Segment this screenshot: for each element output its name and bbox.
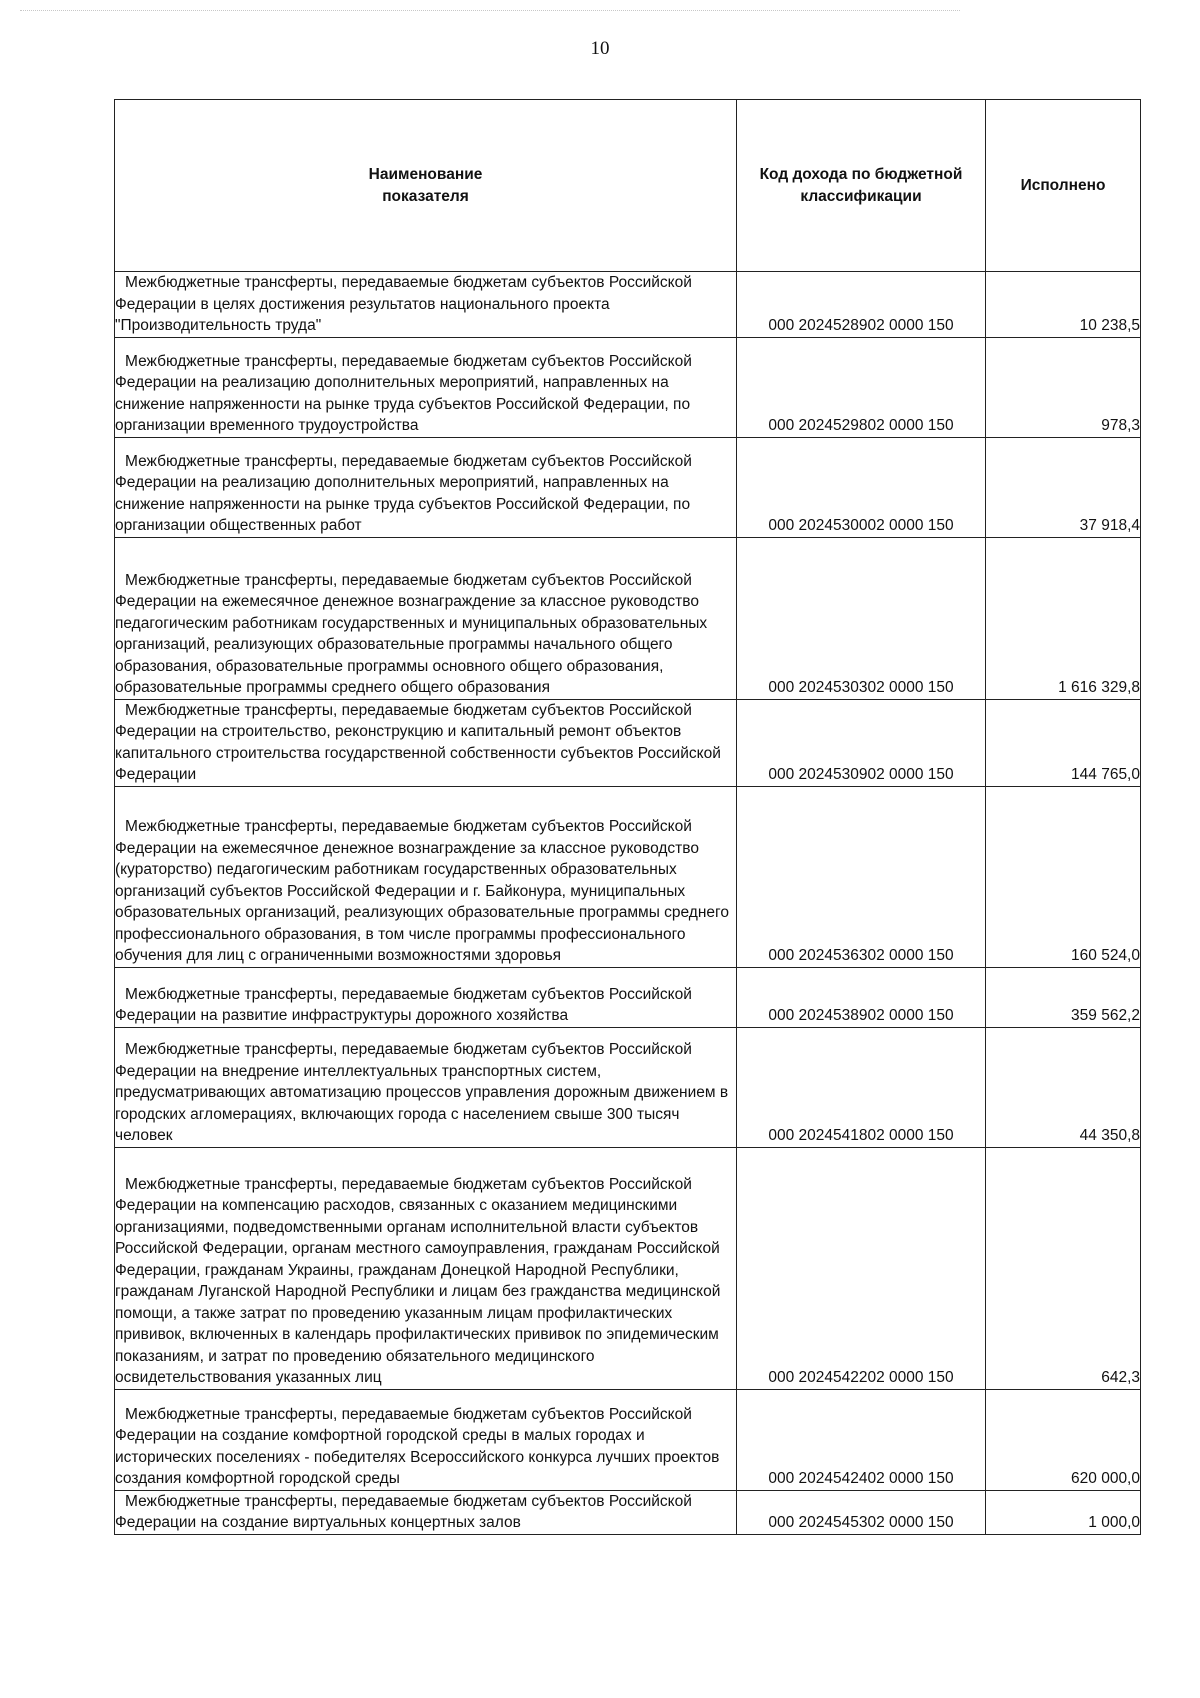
row-name-cell — [115, 337, 737, 437]
row-value: 37 918,4 — [986, 437, 1141, 537]
header-name: Наименование показателя — [115, 100, 737, 272]
row-name: Межбюджетные трансферты, передаваемые бюджетам субъектов Российской Федерации на развитие инфраструктуры дорожного хозяйства — [115, 985, 692, 1024]
table-row — [115, 1027, 1141, 1147]
table-body — [115, 272, 1141, 1535]
row-name: Межбюджетные трансферты, передаваемые бюджетам субъектов Российской Федерации на внедрение интеллектуальных транспортных систем, предусматривающих автоматизацию процессов управления дорожным движением в городских агломерациях, включающих города с населением свыше 300 тысяч человек — [115, 1041, 729, 1144]
row-name: Межбюджетные трансферты, передаваемые бюджетам субъектов Российской Федерации на создание виртуальных концертных залов — [115, 1492, 692, 1531]
table-row — [115, 1147, 1141, 1389]
header-executed: Исполнено — [986, 100, 1141, 272]
table-row — [115, 1389, 1141, 1490]
row-code: 000 2024529802 0000 150 — [737, 337, 986, 437]
row-value: 642,3 — [986, 1147, 1141, 1389]
row-value: 144 765,0 — [986, 699, 1141, 786]
row-name-cell — [115, 1389, 737, 1490]
row-value: 10 238,5 — [986, 272, 1141, 338]
row-value: 1 616 329,8 — [986, 537, 1141, 699]
budget-table — [114, 99, 1141, 1535]
row-code: 000 2024542202 0000 150 — [737, 1147, 986, 1389]
header-code: Код дохода по бюджетной классификации — [737, 100, 986, 272]
table-row — [115, 786, 1141, 967]
row-value: 1 000,0 — [986, 1490, 1141, 1534]
row-code: 000 2024530902 0000 150 — [737, 699, 986, 786]
row-name-cell — [115, 967, 737, 1027]
table-row — [115, 337, 1141, 437]
row-code: 000 2024528902 0000 150 — [737, 272, 986, 338]
row-value: 620 000,0 — [986, 1389, 1141, 1490]
row-value: 44 350,8 — [986, 1027, 1141, 1147]
row-name: Межбюджетные трансферты, передаваемые бюджетам субъектов Российской Федерации на компенсацию расходов, связанных с оказанием медицинскими организациями, подведомственными органам исполнительной власти субъектов Российской Федерации, органам местного самоуправления, гражданам Российской Федерации, гражданам Украины, гражданам Донецкой Народной Республики, гражданам Луганской Народной Республики и лицам без гражданства медицинской помощи, а также затрат по проведению указанным лицам профилактических прививок, включенных в календарь профилактических прививок по эпидемическим показаниям, и затрат по проведению обязательного медицинского освидетельствования указанных лиц — [115, 1175, 721, 1386]
row-name-cell — [115, 699, 737, 786]
table-row — [115, 699, 1141, 786]
row-code: 000 2024545302 0000 150 — [737, 1490, 986, 1534]
row-name: Межбюджетные трансферты, передаваемые бюджетам субъектов Российской Федерации на строительство, реконструкцию и капитальный ремонт объектов капитального строительства государственной собственности субъектов Российской Федерации — [115, 701, 721, 783]
row-name: Межбюджетные трансферты, передаваемые бюджетам субъектов Российской Федерации на реализацию дополнительных мероприятий, направленных на снижение напряженности на рынке труда субъектов Российской Федерации, по организации временного трудоустройства — [115, 352, 692, 434]
table-row — [115, 272, 1141, 338]
row-value: 978,3 — [986, 337, 1141, 437]
table-row — [115, 437, 1141, 537]
row-name-cell — [115, 1027, 737, 1147]
row-value: 359 562,2 — [986, 967, 1141, 1027]
row-code: 000 2024542402 0000 150 — [737, 1389, 986, 1490]
table-row — [115, 537, 1141, 699]
row-name: Межбюджетные трансферты, передаваемые бюджетам субъектов Российской Федерации на ежемесячное денежное вознаграждение за классное руководство (кураторство) педагогическим работникам государственных образовательных организаций субъектов Российской Федерации и г. Байконура, муниципальных образовательных организаций, реализующих образовательные программы среднего профессионального образования, в том числе программы профессионального обучения для лиц с ограниченными возможностями здоровья — [115, 818, 729, 964]
row-code: 000 2024538902 0000 150 — [737, 967, 986, 1027]
page-number: 10 — [590, 38, 610, 59]
row-name: Межбюджетные трансферты, передаваемые бюджетам субъектов Российской Федерации на создание комфортной городской среды в малых городах и исторических поселениях - победителях Всероссийского конкурса лучших проектов создания комфортной городской среды — [115, 1405, 720, 1487]
table-header-row — [115, 100, 1141, 272]
row-name-cell — [115, 272, 737, 338]
row-name-cell — [115, 537, 737, 699]
row-name: Межбюджетные трансферты, передаваемые бюджетам субъектов Российской Федерации на реализацию дополнительных мероприятий, направленных на снижение напряженности на рынке труда субъектов Российской Федерации, по организации общественных работ — [115, 452, 692, 534]
row-name: Межбюджетные трансферты, передаваемые бюджетам субъектов Российской Федерации на ежемесячное денежное вознаграждение за классное руководство педагогическим работникам государственных и муниципальных образовательных организаций, реализующих образовательные программы начального общего образования, образовательные программы основного общего образования, образовательные программы среднего общего образования — [115, 571, 708, 696]
row-code: 000 2024530002 0000 150 — [737, 437, 986, 537]
table-row — [115, 967, 1141, 1027]
row-code: 000 2024541802 0000 150 — [737, 1027, 986, 1147]
row-name-cell — [115, 1147, 737, 1389]
table-row — [115, 1490, 1141, 1534]
row-code: 000 2024530302 0000 150 — [737, 537, 986, 699]
row-name-cell — [115, 786, 737, 967]
row-code: 000 2024536302 0000 150 — [737, 786, 986, 967]
scan-artifact — [20, 10, 960, 17]
row-name-cell — [115, 437, 737, 537]
row-name-cell — [115, 1490, 737, 1534]
row-value: 160 524,0 — [986, 786, 1141, 967]
row-name: Межбюджетные трансферты, передаваемые бюджетам субъектов Российской Федерации в целях достижения результатов национального проекта "Производительность труда" — [115, 274, 692, 334]
